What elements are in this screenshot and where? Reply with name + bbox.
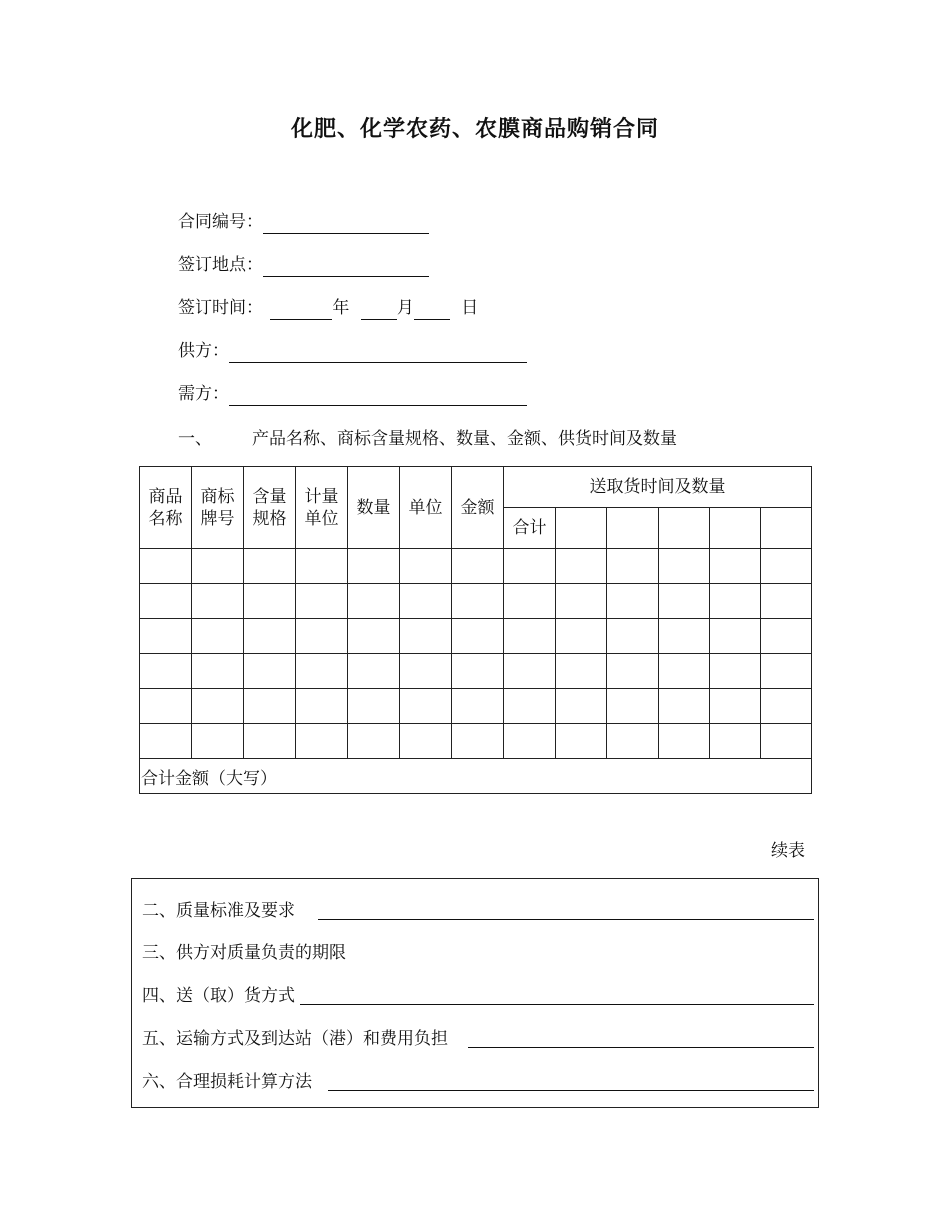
table-cell[interactable] (761, 508, 812, 549)
section-1-text: 产品名称、商标含量规格、数量、金额、供货时间及数量 (252, 429, 677, 449)
month-label: 月 (396, 298, 414, 318)
term-label: 二、质量标准及要求 (142, 901, 295, 921)
table-cell[interactable] (296, 584, 348, 619)
total-amount-row (140, 759, 812, 794)
table-cell[interactable] (244, 689, 296, 724)
table-cell[interactable] (192, 619, 244, 654)
sign-place-field (178, 253, 429, 277)
col-header-quantity: 数量 (348, 467, 400, 549)
table-cell[interactable] (710, 689, 761, 724)
col-header-delivery: 送取货时间及数量 (504, 467, 812, 508)
term-label: 五、运输方式及到达站（港）和费用负担 (142, 1029, 448, 1049)
table-cell[interactable] (296, 654, 348, 689)
table-cell[interactable] (607, 549, 659, 584)
table-cell[interactable] (140, 689, 192, 724)
table-cell[interactable] (192, 654, 244, 689)
col-header-measure-unit: 计量 单位 (296, 467, 348, 549)
col-header-product-name: 商品 名称 (140, 467, 192, 549)
total-amount-label: 合计金额（大写） (141, 768, 277, 789)
table-cell[interactable] (452, 584, 504, 619)
table-cell[interactable] (296, 689, 348, 724)
table-cell[interactable] (659, 508, 710, 549)
year-label: 年 (332, 298, 350, 318)
day-label: 日 (461, 298, 479, 318)
table-cell[interactable] (504, 724, 556, 759)
table-cell[interactable] (761, 584, 812, 619)
term-label: 六、合理损耗计算方法 (142, 1072, 312, 1092)
goods-table (139, 466, 812, 794)
table-cell[interactable] (348, 619, 400, 654)
table-cell[interactable] (556, 689, 607, 724)
section-1-heading (178, 424, 677, 449)
table-cell[interactable] (659, 654, 710, 689)
table-cell[interactable] (607, 654, 659, 689)
table-cell[interactable] (761, 724, 812, 759)
table-cell[interactable] (710, 724, 761, 759)
contract-number-label: 合同编号： (178, 212, 263, 232)
col-header-unit: 单位 (400, 467, 452, 549)
table-cell[interactable] (244, 724, 296, 759)
table-row (140, 724, 812, 759)
col-header-amount: 金额 (452, 467, 504, 549)
table-cell[interactable] (556, 549, 607, 584)
table-cell[interactable] (556, 654, 607, 689)
col-header-subtotal: 合计 (504, 508, 556, 549)
table-cell[interactable] (400, 724, 452, 759)
table-cell[interactable] (607, 584, 659, 619)
contract-number-field (178, 210, 429, 234)
table-cell[interactable] (452, 689, 504, 724)
table-cell[interactable] (761, 654, 812, 689)
table-cell[interactable] (140, 549, 192, 584)
col-header-brand: 商标 牌号 (192, 467, 244, 549)
term-quality-period (142, 941, 812, 965)
term-blank[interactable] (468, 1047, 814, 1048)
page-title: 化肥、化学农药、农膜商品购销合同 (290, 116, 659, 142)
table-cell[interactable] (556, 619, 607, 654)
table-cell[interactable] (504, 584, 556, 619)
table-cell[interactable] (192, 689, 244, 724)
contract-number-blank[interactable] (263, 215, 429, 234)
table-cell[interactable] (348, 549, 400, 584)
table-cell[interactable] (659, 619, 710, 654)
table-cell[interactable] (659, 584, 710, 619)
table-cell[interactable] (400, 549, 452, 584)
table-cell[interactable] (244, 549, 296, 584)
table-cell[interactable] (348, 724, 400, 759)
table-row (140, 654, 812, 689)
term-quality-standard (142, 899, 812, 923)
table-cell[interactable] (192, 549, 244, 584)
buyer-label: 需方： (178, 384, 229, 404)
table-cell[interactable] (607, 689, 659, 724)
term-blank[interactable] (318, 919, 814, 920)
term-delivery-method (142, 984, 812, 1008)
buyer-field (178, 382, 527, 406)
sign-time-field (178, 296, 478, 320)
term-label: 三、供方对质量负责的期限 (142, 943, 346, 963)
term-blank[interactable] (300, 1004, 814, 1005)
table-cell[interactable] (348, 584, 400, 619)
table-cell[interactable] (504, 689, 556, 724)
table-cell[interactable] (192, 584, 244, 619)
supplier-blank[interactable] (229, 344, 527, 363)
table-cell[interactable] (452, 619, 504, 654)
table-cell[interactable] (504, 619, 556, 654)
table-cell[interactable] (556, 508, 607, 549)
table-cell[interactable] (244, 654, 296, 689)
sign-place-blank[interactable] (263, 258, 429, 277)
table-cell[interactable] (607, 724, 659, 759)
table-cell[interactable] (504, 549, 556, 584)
table-cell[interactable] (556, 724, 607, 759)
table-cell[interactable] (761, 689, 812, 724)
sign-place-label: 签订地点： (178, 255, 263, 275)
term-transport (142, 1027, 812, 1051)
table-cell[interactable] (348, 689, 400, 724)
table-cell[interactable] (659, 549, 710, 584)
supplier-label: 供方： (178, 341, 229, 361)
table-cell[interactable] (140, 584, 192, 619)
term-blank[interactable] (328, 1090, 814, 1091)
table-cell[interactable] (348, 654, 400, 689)
table-cell[interactable] (504, 654, 556, 689)
table-cell[interactable] (761, 549, 812, 584)
table-cell[interactable] (452, 654, 504, 689)
table-cell[interactable] (710, 549, 761, 584)
buyer-blank[interactable] (229, 387, 527, 406)
table-cell[interactable] (452, 724, 504, 759)
table-row (140, 689, 812, 724)
table-cell[interactable] (710, 508, 761, 549)
year-blank[interactable] (270, 301, 332, 320)
table-cell[interactable] (192, 724, 244, 759)
table-cell[interactable] (296, 549, 348, 584)
table-cell[interactable] (556, 584, 607, 619)
sign-time-label: 签订时间： (178, 298, 263, 318)
table-header-row (140, 467, 812, 508)
table-cell[interactable] (400, 689, 452, 724)
table-cell[interactable] (400, 654, 452, 689)
continued-label: 续表 (771, 841, 805, 861)
section-1-number: 一、 (178, 429, 212, 449)
table-cell[interactable] (140, 619, 192, 654)
table-cell[interactable] (400, 584, 452, 619)
table-cell[interactable] (140, 654, 192, 689)
total-amount-cell[interactable] (140, 759, 812, 794)
table-cell[interactable] (710, 619, 761, 654)
table-cell[interactable] (710, 584, 761, 619)
table-cell[interactable] (296, 724, 348, 759)
table-row (140, 549, 812, 584)
table-cell[interactable] (452, 549, 504, 584)
table-cell[interactable] (607, 619, 659, 654)
day-blank[interactable] (414, 301, 450, 320)
table-cell[interactable] (710, 654, 761, 689)
table-cell[interactable] (659, 724, 710, 759)
supplier-field (178, 339, 527, 363)
table-cell[interactable] (659, 689, 710, 724)
table-row (140, 584, 812, 619)
table-cell[interactable] (607, 508, 659, 549)
table-cell[interactable] (244, 584, 296, 619)
table-cell[interactable] (296, 619, 348, 654)
table-cell[interactable] (761, 619, 812, 654)
col-header-spec: 含量 规格 (244, 467, 296, 549)
table-cell[interactable] (400, 619, 452, 654)
table-cell[interactable] (244, 619, 296, 654)
month-blank[interactable] (361, 301, 397, 320)
term-loss-calc (142, 1070, 812, 1094)
table-cell[interactable] (140, 724, 192, 759)
term-label: 四、送（取）货方式 (142, 986, 295, 1006)
terms-box (131, 878, 819, 1108)
table-row (140, 619, 812, 654)
